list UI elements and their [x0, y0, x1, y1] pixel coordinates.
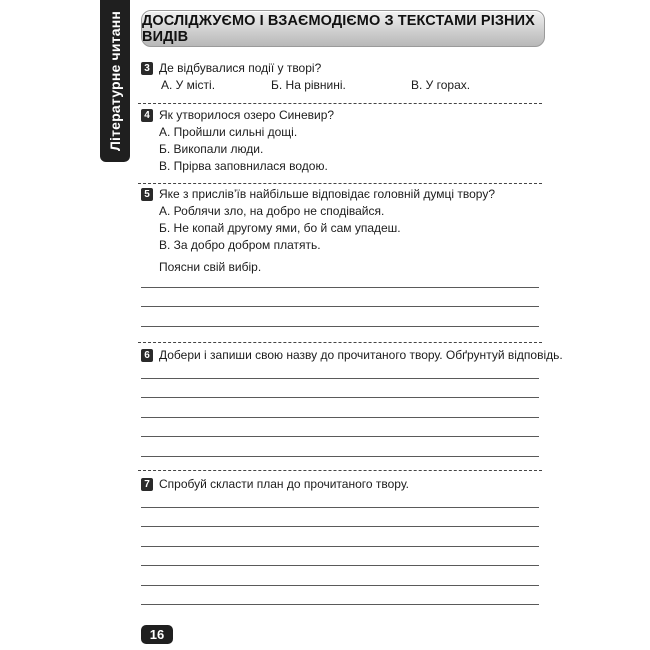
- answer-write-line[interactable]: [141, 565, 539, 566]
- question-number-badge: 3: [141, 62, 153, 75]
- section-divider: [138, 342, 542, 343]
- question-6-line: [141, 347, 563, 364]
- question-number-badge: 6: [141, 349, 153, 362]
- page-number-badge: 16: [141, 625, 173, 644]
- answer-option: В. У горах.: [411, 78, 471, 92]
- answer-write-line[interactable]: [141, 417, 539, 418]
- answer-write-line[interactable]: [141, 326, 539, 327]
- page-title: ДОСЛІДЖУЄМО І ВЗАЄМОДІЄМО З ТЕКСТАМИ РІЗНИХ ВИДІВ: [142, 12, 535, 45]
- answer-write-line[interactable]: [141, 378, 539, 379]
- question-text: Добери і запиши свою назву до прочитаного твору. Обґрунтуй відповідь.: [159, 348, 563, 362]
- answer-option: Б. Не копай другому ями, бо й сам упадеш.: [159, 221, 401, 235]
- question-5: [141, 186, 541, 276]
- answer-option: В. Прірва заповнилася водою.: [159, 159, 328, 173]
- answer-option: В. За добро добром платять.: [159, 238, 321, 252]
- section-side-tab-label: Літературне читанн: [107, 10, 123, 152]
- answer-write-line[interactable]: [141, 306, 539, 307]
- answer-write-line[interactable]: [141, 526, 539, 527]
- page-header-banner: [141, 10, 545, 47]
- answer-write-line[interactable]: [141, 436, 539, 437]
- answer-write-line[interactable]: [141, 287, 539, 288]
- question-number-badge: 7: [141, 478, 153, 491]
- question-text: Яке з прислів’їв найбільше відповідає головній думці твору?: [159, 187, 495, 201]
- question-4-line: [141, 107, 541, 124]
- question-3-options: [141, 77, 541, 94]
- question-text: Як утворилося озеро Синевир?: [159, 108, 335, 122]
- question-4: [141, 107, 541, 175]
- answer-write-line[interactable]: [141, 546, 539, 547]
- question-3-line: [141, 60, 541, 77]
- answer-option: Б. Викопали люди.: [159, 142, 264, 156]
- section-side-tab: [100, 0, 130, 162]
- explain-prompt: Поясни свій вибір.: [159, 260, 262, 274]
- question-7-line: [141, 476, 541, 493]
- section-divider: [138, 183, 542, 184]
- section-divider: [138, 470, 542, 471]
- answer-write-line[interactable]: [141, 585, 539, 586]
- question-6: [141, 347, 563, 364]
- question-text: Спробуй скласти план до прочитаного твору.: [159, 477, 409, 491]
- question-3: [141, 60, 541, 94]
- answer-option: А. Пройшли сильні дощі.: [159, 125, 298, 139]
- answer-write-line[interactable]: [141, 604, 539, 605]
- answer-option: А. Роблячи зло, на добро не сподівайся.: [159, 204, 385, 218]
- question-5-line: [141, 186, 541, 203]
- answer-write-line[interactable]: [141, 397, 539, 398]
- question-number-badge: 4: [141, 109, 153, 122]
- answer-option: Б. На рівнині.: [271, 78, 346, 92]
- answer-write-line[interactable]: [141, 507, 539, 508]
- section-divider: [138, 103, 542, 104]
- answer-write-line[interactable]: [141, 456, 539, 457]
- question-number-badge: 5: [141, 188, 153, 201]
- answer-option: А. У місті.: [161, 78, 216, 92]
- question-text: Де відбувалися події у творі?: [159, 61, 322, 75]
- question-7: [141, 476, 541, 493]
